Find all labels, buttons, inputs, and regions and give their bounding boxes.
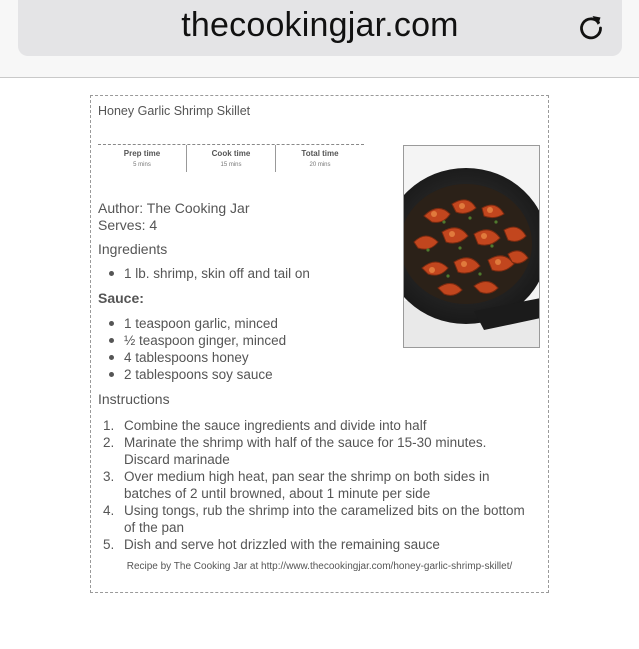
step-number: 5. [103,537,115,552]
step-text: Marinate the shrimp with half of the sauce for 15-30 minutes. Discard marinade [124,435,487,467]
list-item: 4 tablespoons honey [103,349,286,366]
sauce-heading: Sauce: [98,290,144,306]
instructions-heading: Instructions [98,391,170,407]
time-label: Total time [301,149,339,158]
list-item: ½ teaspoon ginger, minced [103,332,286,349]
recipe-serves: Serves: 4 [98,217,158,233]
recipe-title: Honey Garlic Shrimp Skillet [98,104,251,118]
recipe-author: Author: The Cooking Jar [98,200,250,216]
recipe-source-footer: Recipe by The Cooking Jar at http://www.thecookingjar.com/honey-garlic-shrimp-skillet/ [126,561,513,572]
recipe-card [90,95,549,593]
total-time [275,145,364,172]
reload-icon[interactable] [576,12,606,42]
step-text: Over medium high heat, pan sear the shrimp on both sides in batches of 2 until browned, about 1 minute per side [124,469,490,501]
prep-time [98,145,186,172]
time-label: Prep time [123,149,161,158]
list-item [103,502,533,536]
recipe-times [98,144,364,172]
step-number: 3. [103,469,115,484]
step-text: Combine the sauce ingredients and divide into half [124,418,427,433]
url-text[interactable]: thecookingjar.com [181,6,459,44]
time-value: 20 mins [309,162,331,168]
address-bar[interactable] [18,0,622,56]
instructions-list [103,417,533,553]
step-text: Using tongs, rub the shrimp into the caramelized bits on the bottom of the pan [124,503,525,535]
list-item [103,468,533,502]
list-item: 1 teaspoon garlic, minced [103,315,286,332]
list-item: 1 lb. shrimp, skin off and tail on [103,265,310,282]
cook-time [186,145,275,172]
step-number: 1. [103,418,115,433]
time-label: Cook time [211,149,251,158]
step-number: 4. [103,503,115,518]
list-item [103,536,533,553]
shrimp-skillet-image [404,146,540,348]
time-value: 5 mins [133,162,151,168]
ingredients-heading: Ingredients [98,241,168,257]
list-item [103,417,533,434]
list-item: 2 tablespoons soy sauce [103,366,286,383]
ingredients-list [103,265,310,282]
step-text: Dish and serve hot drizzled with the remaining sauce [124,537,440,552]
recipe-meta [98,200,250,234]
list-item [103,434,533,468]
step-number: 2. [103,435,115,450]
recipe-photo [403,145,540,348]
sauce-list [103,315,286,383]
time-value: 15 mins [220,162,242,168]
browser-chrome [0,0,639,78]
